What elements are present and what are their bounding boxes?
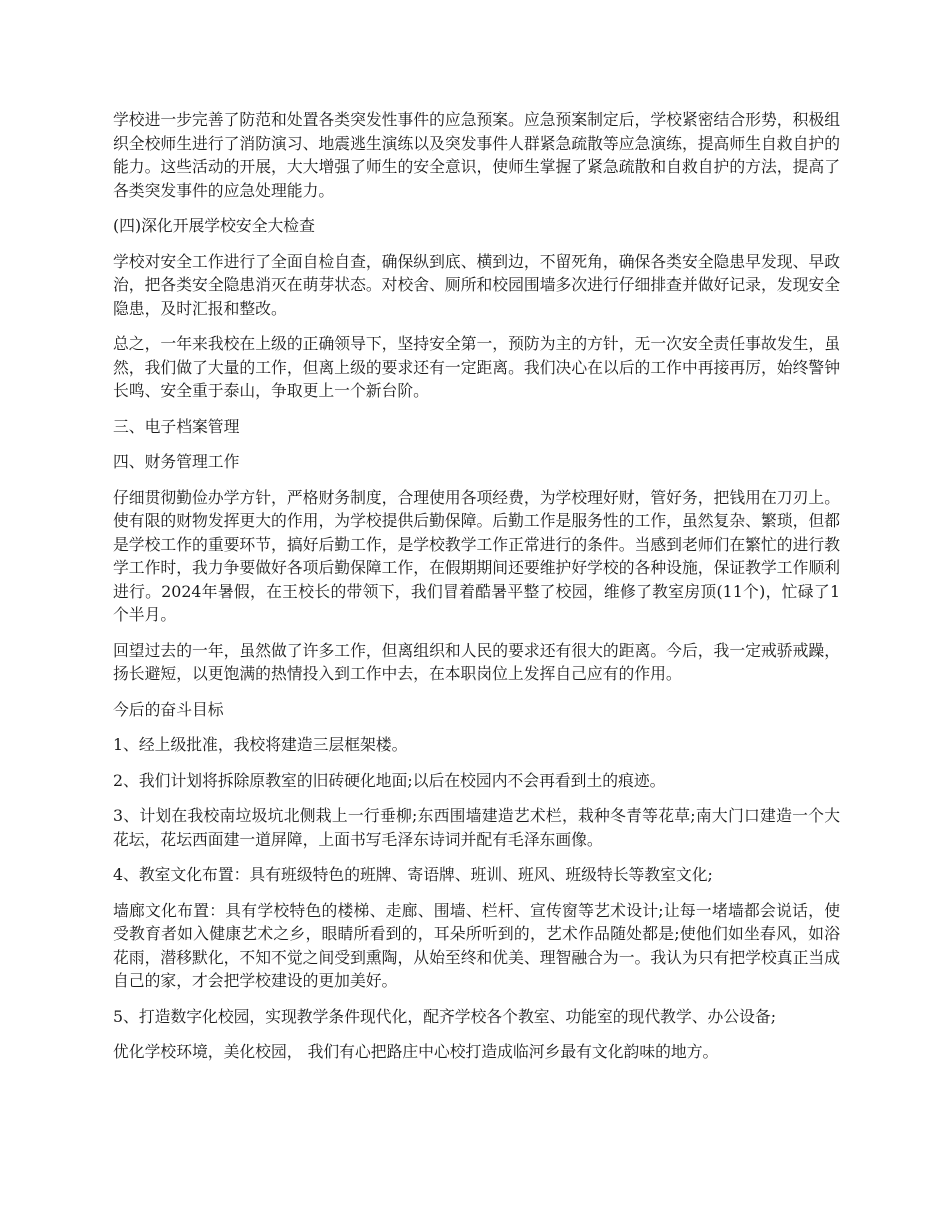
document-page xyxy=(113,108,840,1076)
goal-item-2: 2、我们计划将拆除原教室的旧砖硬化地面;以后在校园内不会再看到土的痕迹。 xyxy=(113,770,666,790)
goal-item-1: 1、经上级批准，我校将建造三层框架楼。 xyxy=(113,735,408,754)
heading-safety-inspection: (四)深化开展学校安全大检查 xyxy=(113,216,315,235)
paragraph-year-review: 回望过去的一年，虽然做了许多工作，但离组织和人民的要求还有很大的距离。今后，我一定戒骄戒躁，扬长避短，以更饱满的热情投入到工作中去，在本职岗位上发挥自己应有的作用。 xyxy=(113,640,840,683)
goal-item-4: 4、教室文化布置：具有班级特色的班牌、寄语牌、班训、班风、班级特长等教室文化; xyxy=(113,865,713,884)
heading-future-goals: 今后的奋斗目标 xyxy=(113,699,224,719)
paragraph-corridor-culture: 墙廊文化布置：具有学校特色的楼梯、走廊、围墙、栏杆、宣传窗等艺术设计;让每一堵墙都会说话，使受教育者如入健康艺术之乡，眼睛所看到的，耳朵所听到的，艺术作品随处都是;使他们如坐春风，如浴花雨，潜移默化，不知不觉之间受到熏陶，从始至终和优美、理智融合为一。我认为只有把学校真正当成自己的家，才会把学校建设的更加美好。 xyxy=(113,900,840,990)
paragraph-self-inspection: 学校对安全工作进行了全面自检自查，确保纵到底、横到边，不留死角，确保各类安全隐患早发现、早政治，把各类安全隐患消灭在萌芽状态。对校舍、厕所和校园围墙多次进行仔细排查并做好记录，发现安全隐患，及时汇报和整改。 xyxy=(113,251,840,318)
paragraph-safety-summary: 总之，一年来我校在上级的正确领导下，坚持安全第一，预防为主的方针，无一次安全责任事故发生，虽然，我们做了大量的工作，但离上级的要求还有一定距离。我们决心在以后的工作中再接再厉，始终警钟长鸣、安全重于泰山，争取更上一个新台阶。 xyxy=(113,334,840,400)
goal-item-3: 3、计划在我校南垃圾坑北侧栽上一行垂柳;东西围墙建造艺术栏，栽种冬青等花草;南大门口建造一个大花坛，花坛西面建一道屏障，上面书写毛泽东诗词并配有毛泽东画像。 xyxy=(113,806,840,849)
paragraph-financial-work: 仔细贯彻勤俭办学方针，严格财务制度，合理使用各项经费，为学校理好财，管好务，把钱用在刀刃上。使有限的财物发挥更大的作用，为学校提供后勤保障。后勤工作是服务性的工作，虽然复杂、繁琐，但都是学校工作的重要环节，搞好后勤工作，是学校教学工作正常进行的条件。当感到老师们在繁忙的进行教学工作时，我力争要做好各项后勤保障工作，在假期期间还要维护好学校的各种设施，保证教学工作顺利进行。2024年暑假，在王校长的带领下，我们冒着酷暑平整了校园，维修了教室房顶(11个)，忙碌了1个半月。 xyxy=(113,487,840,624)
paragraph-campus-environment: 优化学校环境，美化校园， 我们有心把路庄中心校打造成临河乡最有文化韵味的地方。 xyxy=(113,1042,719,1061)
heading-electronic-archives: 三、电子档案管理 xyxy=(113,416,240,436)
goal-item-5: 5、打造数字化校园，实现教学条件现代化，配齐学校各个教室、功能室的现代教学、办公设备; xyxy=(113,1006,777,1026)
heading-financial-management: 四、财务管理工作 xyxy=(113,452,240,471)
paragraph-emergency-plan: 学校进一步完善了防范和处置各类突发性事件的应急预案。应急预案制定后，学校紧密结合形势，积极组织全校师生进行了消防演习、地震逃生演练以及突发事件人群紧急疏散等应急演练，提高师生自救自护的能力。这些活动的开展，大大增强了师生的安全意识，使师生掌握了紧急疏散和自救自护的方法，提高了各类突发事件的应急处理能力。 xyxy=(113,110,840,200)
